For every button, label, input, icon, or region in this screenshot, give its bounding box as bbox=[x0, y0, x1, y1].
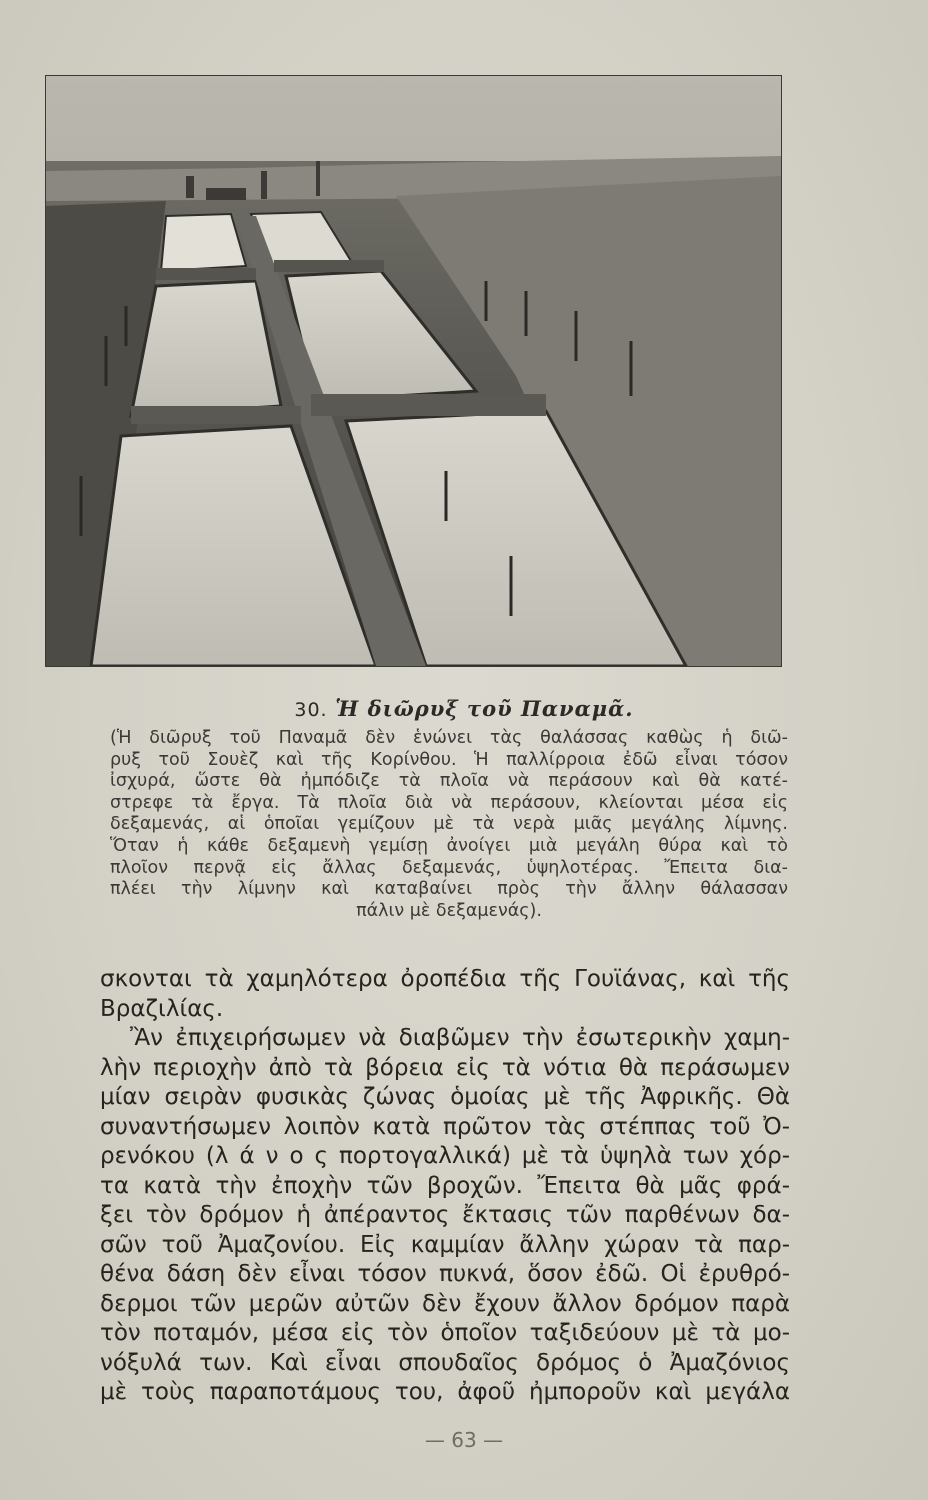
body-line: Βραζιλίας. bbox=[100, 995, 224, 1022]
caption-line: πλέει τὴν λίμνην καὶ καταβαίνει πρὸς τὴν ἄλλην θάλασσαν bbox=[110, 879, 788, 900]
figure-caption-text bbox=[110, 728, 788, 922]
body-line: Ἂν ἐπιχειρήσωμεν νὰ διαβῶμεν τὴν ἐσωτερικὴν χαμη- bbox=[130, 1025, 790, 1051]
figure-caption-title bbox=[0, 696, 928, 721]
caption-line: πάλιν μὲ δεξαμενάς). bbox=[356, 900, 542, 921]
figure-number: 30. bbox=[294, 699, 328, 721]
body-line: θένα δάση δὲν εἶναι τόσον πυκνά, ὅσον ἐδῶ. Οἱ ἐρυθρό- bbox=[100, 1261, 790, 1287]
body-line: σκονται τὰ χαμηλότερα ὀροπέδια τῆς Γουϊάνας, καὶ τῆς bbox=[100, 966, 790, 992]
body-line: τα κατὰ τὴν ἐποχὴν τῶν βροχῶν. Ἔπειτα θὰ μᾶς φρά- bbox=[100, 1172, 790, 1199]
panama-canal-locks-photo bbox=[45, 75, 782, 667]
body-line: ξει τὸν δρόμον ἡ ἀπέραντος ἔκτασις τῶν παρθένων δα- bbox=[100, 1202, 790, 1228]
body-line: λὴν περιοχὴν ἀπὸ τὰ βόρεια εἰς τὰ νότια θὰ περάσωμεν bbox=[100, 1054, 790, 1081]
body-line: συναντήσωμεν λοιπὸν κατὰ πρῶτον τὰς στέππας τοῦ Ὀ- bbox=[100, 1113, 790, 1140]
page-number: — 63 — bbox=[424, 1428, 504, 1452]
caption-line: στρεφε τὰ ἔργα. Τὰ πλοῖα διὰ νὰ περάσουν, κλείονται μέσα εἰς bbox=[110, 792, 788, 813]
caption-line: ρυξ τοῦ Σουὲζ καὶ τῆς Κορίνθου. Ἡ παλλίρροια ἐδῶ εἶναι τόσον bbox=[110, 749, 788, 770]
caption-line: δεξαμενάς, αἱ ὁποῖαι γεμίζουν μὲ τὰ νερὰ μιᾶς μεγάλης λίμνης. bbox=[110, 814, 788, 835]
caption-line: (Ἡ διῶρυξ τοῦ Παναμᾶ δὲν ἑνώνει τὰς θαλάσσας καθὼς ἡ διῶ- bbox=[110, 728, 788, 748]
body-line: μὲ τοὺς παραποτάμους του, ἀφοῦ ἠμποροῦν καὶ μεγάλα bbox=[100, 1379, 790, 1405]
body-line: σῶν τοῦ Ἀμαζονίου. Εἰς καμμίαν ἄλλην χώραν τὰ παρ- bbox=[100, 1231, 790, 1258]
caption-line: Ὅταν ἡ κάθε δεξαμενὴ γεμίσῃ ἀνοίγει μιὰ μεγάλη θύρα καὶ τὸ bbox=[110, 835, 788, 856]
figure-title: Ἡ διῶρυξ τοῦ Παναμᾶ. bbox=[335, 696, 634, 721]
body-text bbox=[100, 965, 790, 1408]
body-line: μίαν σειρὰν φυσικὰς ζώνας ὁμοίας μὲ τῆς Ἀφρικῆς. Θὰ bbox=[100, 1084, 790, 1110]
locks-illustration bbox=[46, 76, 781, 666]
caption-line: πλοῖον περνᾷ εἰς ἄλλας δεξαμενάς, ὑψηλοτέρας. Ἔπειτα δια- bbox=[110, 857, 788, 878]
body-line: τὸν ποταμόν, μέσα εἰς τὸν ὁποῖον ταξιδεύουν μὲ τὰ μο- bbox=[100, 1320, 790, 1346]
body-line: ρενόκου (λ ά ν ο ς πορτογαλλικά) μὲ τὰ ὑψηλὰ των χόρ- bbox=[100, 1143, 790, 1169]
body-line: νόξυλά των. Καὶ εἶναι σπουδαῖος δρόμος ὁ Ἀμαζόνιος bbox=[100, 1349, 790, 1376]
caption-line: ἰσχυρά, ὥστε θὰ ἠμπόδιζε τὰ πλοῖα νὰ περάσουν καὶ θὰ κατέ- bbox=[110, 771, 788, 792]
body-line: δερμοι τῶν μερῶν αὐτῶν δὲν ἔχουν ἄλλον δρόμον παρὰ bbox=[100, 1290, 790, 1317]
